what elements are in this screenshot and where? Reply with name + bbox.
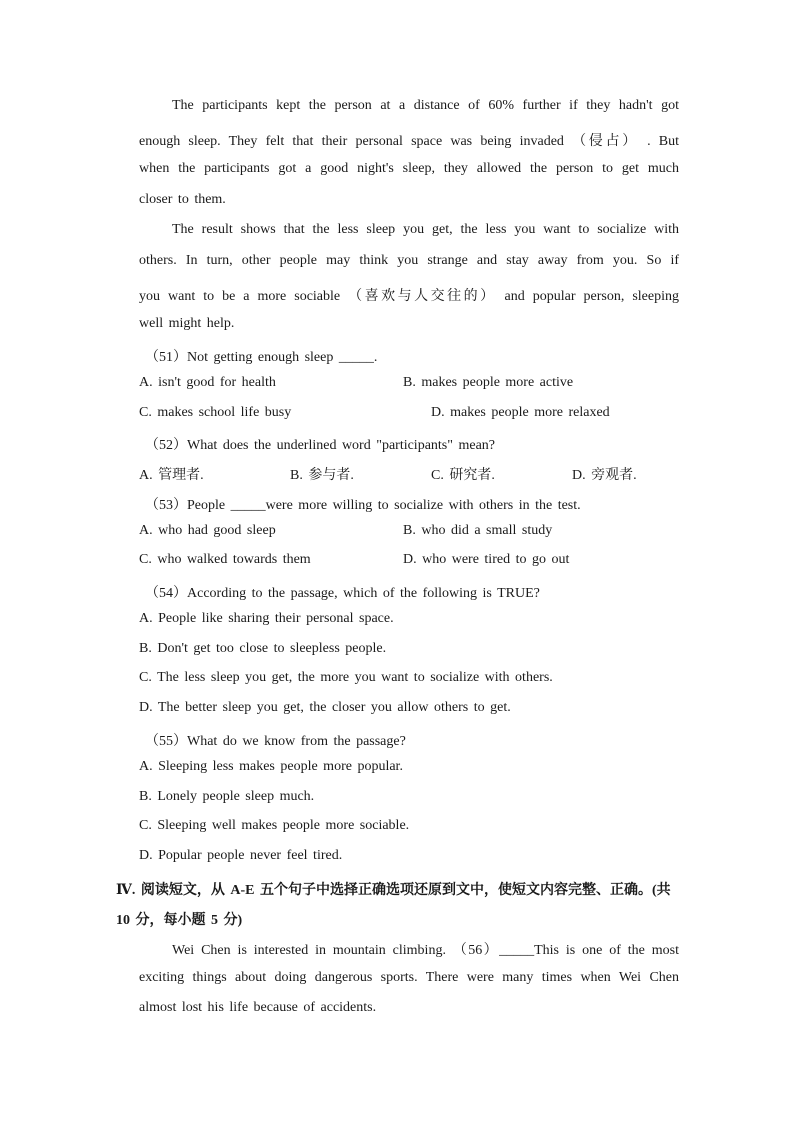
section-4-passage-line-2: exciting things about doing dangerous sports. There were many times when Wei Chen [139,970,679,985]
passage-line-5: The result shows that the less sleep you get, the less you want to socialize with [172,222,679,237]
question-55-option-a: A. Sleeping less makes people more popular. [139,759,403,774]
question-55-option-d: D. Popular people never feel tired. [139,848,343,863]
question-51-option-b: B. makes people more active [403,375,574,390]
question-51-stem [145,346,685,366]
question-54-option-d: D. The better sleep you get, the closer you allow others to get. [139,700,511,715]
question-54-option-b: B. Don't get too close to sleepless people. [139,641,387,656]
question-54-stem: （54）According to the passage, which of the following is TRUE? [145,586,540,601]
question-54-option-a: A. People like sharing their personal space. [139,611,394,626]
question-52-option-a: A. 管理者. [139,468,204,483]
passage-line-8: well might help. [139,316,235,331]
section-4-heading-line-1: Ⅳ. 阅读短文，从 A-E 五个句子中选择正确选项还原到文中，使短文内容完整、正确。(共 [116,883,671,898]
passage-line-7: you want to be a more sociable （喜欢与人交往的） and popular person, sleeping [139,289,679,304]
question-53-stem [145,494,685,514]
question-55-option-b: B. Lonely people sleep much. [139,789,315,804]
question-53-option-b: B. who did a small study [403,523,553,538]
section-4-passage-end: This is one of the most [534,943,679,958]
question-52-option-c: C. 研究者. [431,468,495,483]
question-53-option-c: C. who walked towards them [139,552,311,567]
passage-line-1: The participants kept the person at a distance of 60% further if they hadn't got [172,98,679,113]
question-53-blank: _____ [230,498,266,513]
passage-line-2: enough sleep. They felt that their personal space was being invaded （侵占） . But [139,134,679,149]
passage-line-4: closer to them. [139,192,226,207]
section-4-passage-line-3: almost lost his life because of accidents. [139,1000,377,1015]
question-51-option-a: A. isn't good for health [139,375,276,390]
passage-line-6: others. In turn, other people may think you strange and stay away from you. So if [139,253,679,268]
section-4-passage-line-1 [172,939,679,959]
question-51-option-d: D. makes people more relaxed [431,405,610,420]
question-51-blank: _____ [338,350,374,365]
question-56-blank: _____ [499,943,535,958]
question-53-option-a: A. who had good sleep [139,523,276,538]
question-53-option-d: D. who were tired to go out [403,552,570,567]
question-52-stem: （52）What does the underlined word "participants" mean? [145,438,495,453]
question-51-text: （51）Not getting enough sleep [145,350,339,365]
passage-line-3: when the participants got a good night's sleep, they allowed the person to get much [139,161,679,176]
question-54-option-c: C. The less sleep you get, the more you want to socialize with others. [139,670,553,685]
question-52-option-b: B. 参与者. [290,468,354,483]
section-4-heading-line-2: 10 分，每小题 5 分) [116,913,243,928]
question-55-stem: （55）What do we know from the passage? [145,734,406,749]
question-55-option-c: C. Sleeping well makes people more sociable. [139,818,410,833]
question-51-end: . [373,350,378,365]
question-51-option-c: C. makes school life busy [139,405,292,420]
section-4-passage-start: Wei Chen is interested in mountain climbing. （56） [172,943,500,958]
question-53-text-start: （53）People [145,498,231,513]
question-52-option-d: D. 旁观者. [572,468,637,483]
question-53-text-end: were more willing to socialize with others in the test. [265,498,581,513]
